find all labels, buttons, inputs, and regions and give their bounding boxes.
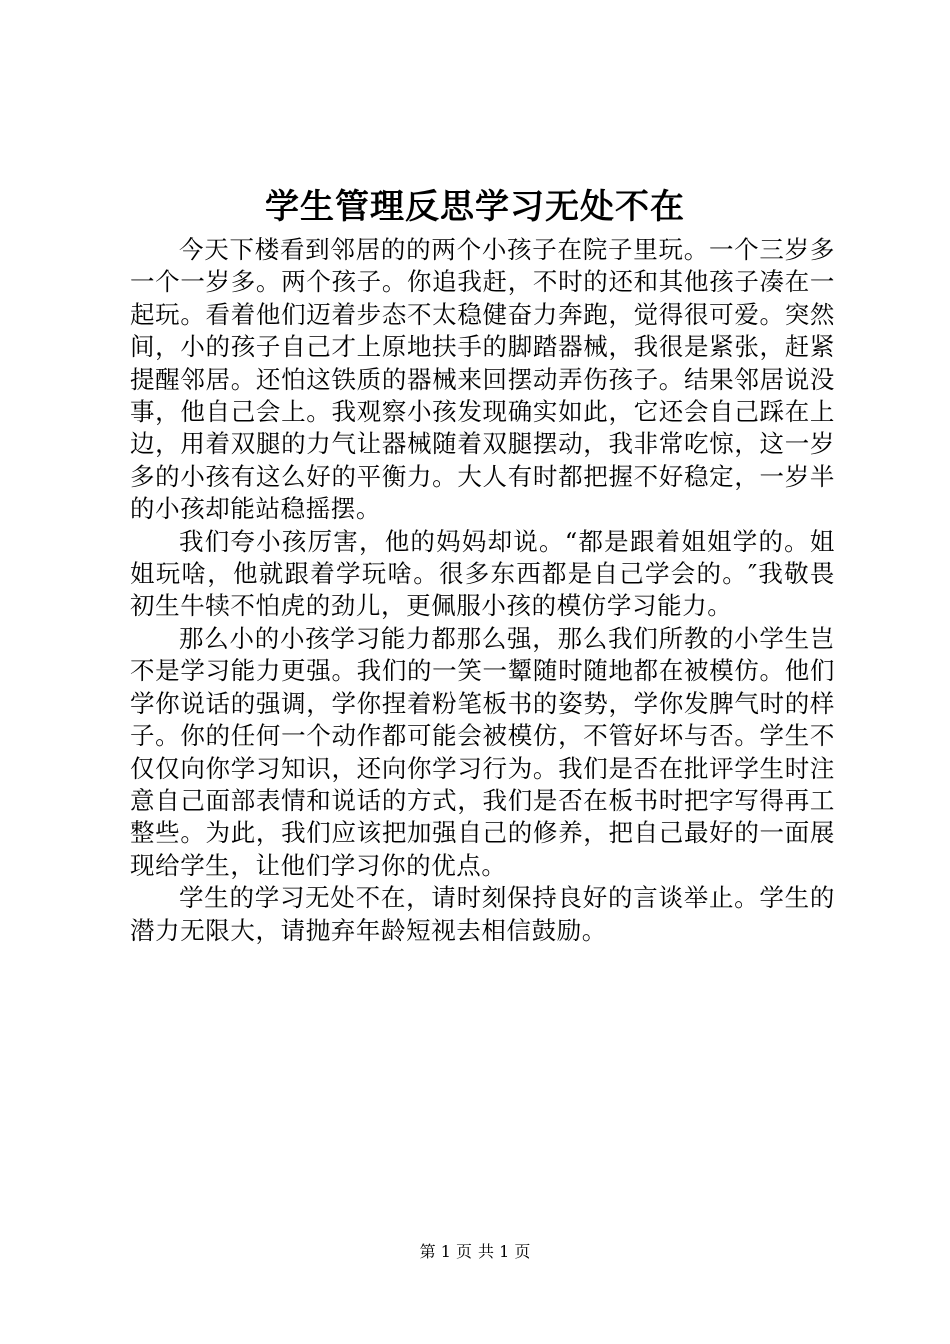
- document-body: [130, 234, 835, 947]
- page-total: 共 1 页: [478, 1242, 531, 1261]
- paragraph-2: 我们夸小孩厉害，他的妈妈却说。“都是跟着姐姐学的。姐姐玩啥，他就跟着学玩啥。很多东西都是自己学会的。″我敬畏初生牛犊不怕虎的劲儿，更佩服小孩的模仿学习能力。: [130, 526, 835, 621]
- page-footer: [0, 1240, 950, 1264]
- document-title: 学生管理反思学习无处不在: [265, 187, 685, 227]
- paragraph-3: 那么小的小孩学习能力都那么强，那么我们所教的小学生岂不是学习能力更强。我们的一笑一颦随时随地都在被模仿。他们学你说话的强调，学你捏着粉笔板书的姿势，学你发脾气时的样子。你的任何一个动作都可能会被模仿，不管好坏与否。学生不仅仅向你学习知识，还向你学习行为。我们是否在批评学生时注意自己面部表情和说话的方式，我们是否在板书时把字写得再工整些。为此，我们应该把加强自己的修养，把自己最好的一面展现给学生，让他们学习你的优点。: [130, 623, 835, 880]
- page-number: 第 1 页: [419, 1242, 472, 1261]
- paragraph-4: 学生的学习无处不在，请时刻保持良好的言谈举止。学生的潜力无限大，请抛弃年龄短视去相信鼓励。: [130, 883, 835, 945]
- paragraph-1: 今天下楼看到邻居的的两个小孩子在院子里玩。一个三岁多一个一岁多。两个孩子。你追我赶，不时的还和其他孩子凑在一起玩。看着他们迈着步态不太稳健奋力奔跑，觉得很可爱。突然间，小的孩子自己才上原地扶手的脚踏器械，我很是紧张，赶紧提醒邻居。还怕这铁质的器械来回摆动弄伤孩子。结果邻居说没事，他自己会上。我观察小孩发现确实如此，它还会自己踩在上边，用着双腿的力气让器械随着双腿摆动，我非常吃惊，这一岁多的小孩有这么好的平衡力。大人有时都把握不好稳定，一岁半的小孩却能站稳摇摆。: [130, 235, 835, 524]
